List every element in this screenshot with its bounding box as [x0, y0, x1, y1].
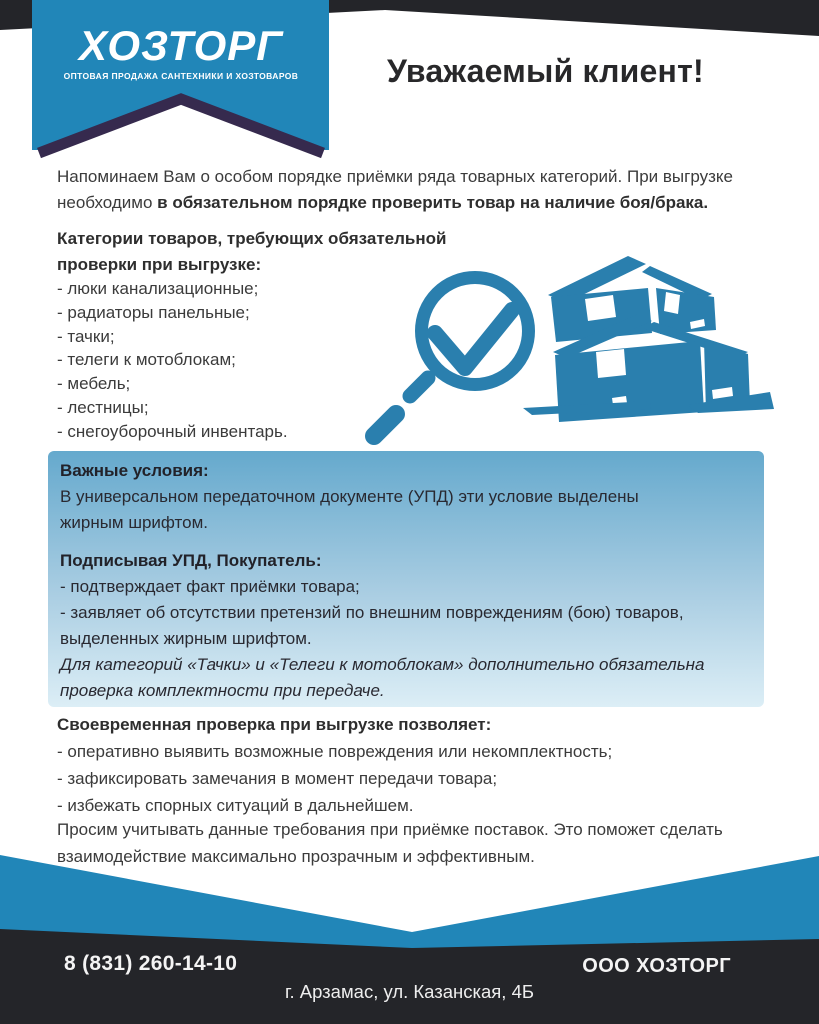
categories-heading: Категории товаров, требующих обязательной проверки при выгрузке: [57, 229, 447, 274]
categories-list [57, 277, 387, 444]
list-item: - тачки; [57, 326, 115, 346]
greeting-title: Уважаемый клиент! [387, 53, 704, 89]
brand-tagline: ОПТОВАЯ ПРОДАЖА САНТЕХНИКИ И ХОЗТОВАРОВ [63, 71, 299, 81]
list-item: - лестницы; [57, 397, 149, 417]
list-item: - снегоуборочный инвентарь. [57, 421, 288, 441]
intro-text: Напоминаем Вам о особом порядке приёмки ряда товарных категорий. При выгрузке необходимо [57, 167, 733, 212]
magnifier-check-icon [374, 278, 529, 437]
footer-phone: 8 (831) 260-14-10 [64, 952, 238, 975]
info-box-spacer [60, 536, 752, 548]
brand-logo: ХОЗТОРГ [78, 22, 284, 69]
small-box-label [585, 295, 616, 321]
boxes-icon [523, 256, 774, 422]
footer-blue-chevron [0, 855, 819, 948]
list-item: - избежать спорных ситуаций в дальнейшем. [57, 796, 414, 815]
big-box-label [596, 349, 626, 378]
info-box-bullet: - заявляет об отсутствии претензий по внешним повреждениям (бою) товаров, выделенных жирным шрифтом. [60, 603, 684, 648]
check-mark [435, 310, 512, 368]
closing-paragraph: Просим учитывать данные требования при приёмке поставок. Это поможет сделать взаимодействие максимально прозрачным и эффективным. [57, 820, 723, 866]
list-item: - мебель; [57, 374, 131, 394]
inspection-illustration [356, 250, 776, 445]
footer-address: г. Арзамас, ул. Казанская, 4Б [284, 981, 535, 1002]
info-box-subheading: Подписывая УПД, Покупатель: [60, 551, 322, 570]
benefits-heading: Своевременная проверка при выгрузке позволяет: [57, 715, 492, 734]
intro-text-bold: в обязательном порядке проверить товар на наличие боя/брака. [157, 193, 709, 212]
magnifier-handle [374, 414, 396, 436]
intro-paragraph [57, 164, 773, 216]
list-item: - зафиксировать замечания в момент передачи товара; [57, 769, 498, 788]
footer-company: ООО ХОЗТОРГ [582, 955, 731, 977]
info-box-note: Для категорий «Тачки» и «Телеги к мотоблокам» дополнительно обязательна проверка комплектности при передаче. [60, 655, 705, 700]
info-box-heading: Важные условия: [60, 461, 209, 480]
list-item: - люки канализационные; [57, 279, 259, 298]
info-box-bullet: - подтверждает факт приёмки товара; [60, 577, 360, 596]
list-item: - радиаторы панельные; [57, 302, 250, 322]
magnifier-handle-stub [410, 378, 428, 396]
small-box-tape [664, 292, 680, 314]
list-item: - телеги к мотоблокам; [57, 350, 236, 370]
info-box [48, 451, 764, 707]
list-item: - оперативно выявить возможные повреждения или некомплектность; [57, 742, 613, 761]
benefits-section [57, 711, 773, 819]
info-box-body: В универсальном передаточном документе (УПД) эти условие выделены жирным шрифтом. [60, 487, 639, 532]
